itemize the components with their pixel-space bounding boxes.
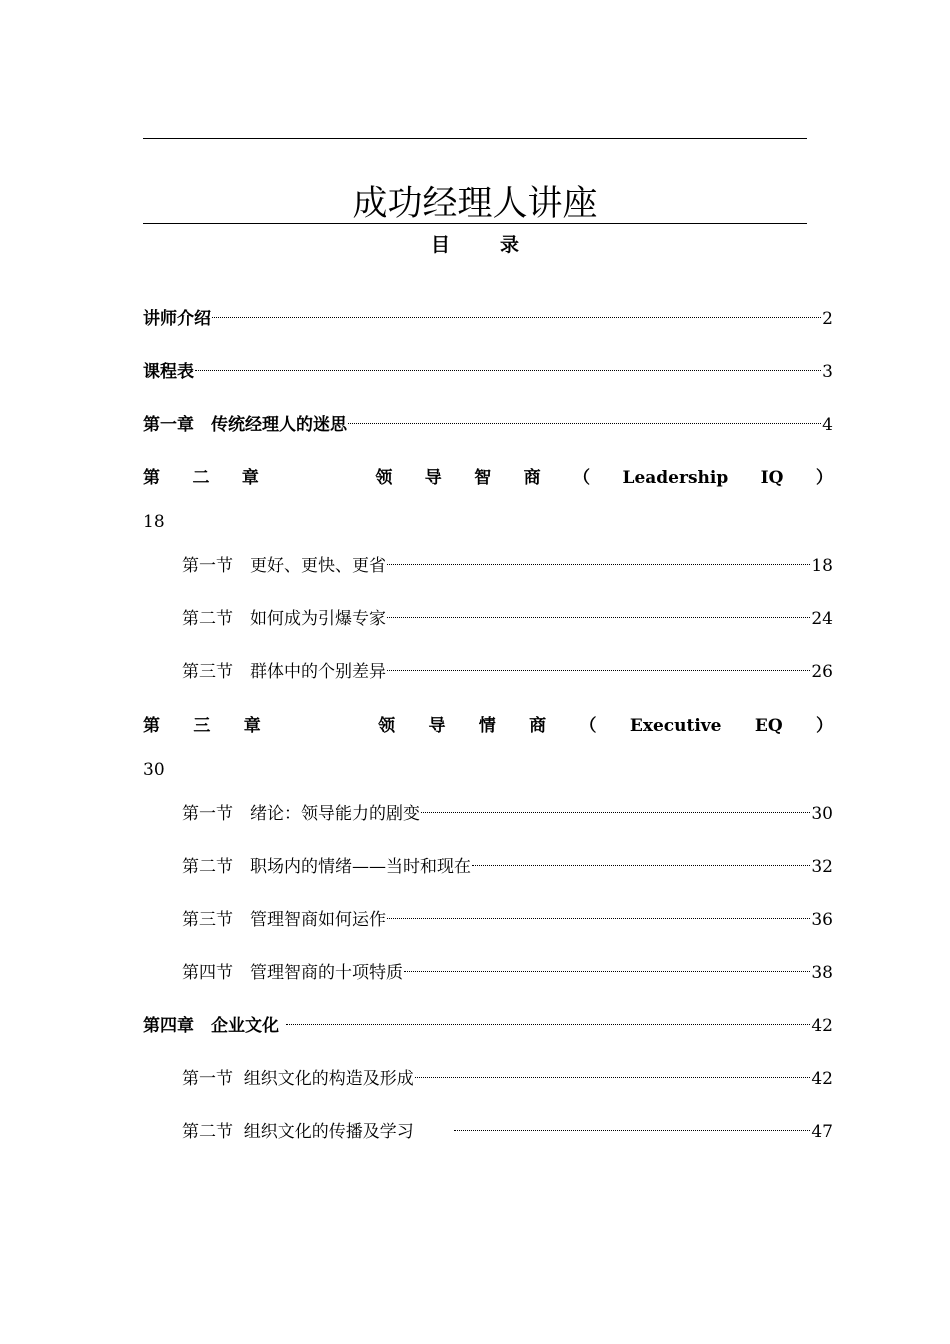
toc-entry-page: 24 xyxy=(811,609,833,629)
toc-entry-page: 18 xyxy=(811,556,833,576)
toc-entry-page: 32 xyxy=(811,857,833,877)
dot-leader xyxy=(421,812,810,813)
top-rule xyxy=(143,138,807,139)
toc-entry-page: 3 xyxy=(822,362,833,382)
toc-entry-label: 第一节 组织文化的构造及形成 xyxy=(182,1069,414,1089)
toc-entry-label: 第四章 企业文化 xyxy=(143,1016,285,1036)
toc-entry-page: 47 xyxy=(811,1122,833,1142)
toc-entry-page: 2 xyxy=(822,309,833,329)
toc-entry-label: 第一节 更好、更快、更省 xyxy=(182,556,386,576)
toc-entry-label: 第三节 管理智商如何运作 xyxy=(182,910,386,930)
chapter-title-part: 第 xyxy=(143,468,160,488)
toc-entry-label: 第三节 群体中的个别差异 xyxy=(182,662,386,682)
toc-entry-label: 第二节 组织文化的传播及学习 xyxy=(182,1122,437,1142)
chapter-title-part: 导 xyxy=(428,716,446,736)
chapter-title-part: 章 xyxy=(243,716,261,736)
chapter-title-part: IQ xyxy=(760,468,784,488)
dot-leader xyxy=(404,971,810,972)
chapter-title-part: 商 xyxy=(529,716,547,736)
dot-leader xyxy=(195,370,821,371)
toc-entry-page: 4 xyxy=(822,415,833,435)
chapter-title-part: 领 xyxy=(375,468,393,488)
toc-entry-chapter-4[interactable] xyxy=(143,1012,833,1040)
toc-entry-section[interactable] xyxy=(182,906,833,934)
toc-entry-label: 第二节 职场内的情绪——当时和现在 xyxy=(182,857,471,877)
chapter-title-part: 领 xyxy=(378,716,396,736)
chapter-title-part: 商 xyxy=(523,468,541,488)
toc-entry-chapter-2[interactable] xyxy=(143,464,833,492)
toc-entry-section[interactable] xyxy=(182,552,833,580)
dot-leader xyxy=(387,564,810,565)
chapter-title-part: （ xyxy=(573,468,591,488)
dot-leader xyxy=(415,1077,811,1078)
chapter-title-part: 章 xyxy=(241,468,259,488)
toc-entry-page: 26 xyxy=(811,662,833,682)
chapter-title-part: 导 xyxy=(424,468,442,488)
toc-entry-chapter-1[interactable] xyxy=(143,411,833,439)
toc-entry-label: 第一章 传统经理人的迷思 xyxy=(143,415,347,435)
dot-leader xyxy=(454,1130,810,1131)
toc-entry-page: 30 xyxy=(811,804,833,824)
toc-entry-page: 38 xyxy=(811,963,833,983)
dot-leader xyxy=(387,617,810,618)
toc-heading xyxy=(143,230,807,260)
document-title: 成功经理人讲座 xyxy=(352,184,598,224)
toc-entry-section[interactable] xyxy=(182,800,833,828)
toc-heading-char: 录 xyxy=(500,234,520,256)
chapter-title-part: ） xyxy=(816,716,833,736)
toc-entry-label: 第二节 如何成为引爆专家 xyxy=(182,609,386,629)
chapter-title-part: Leadership xyxy=(622,468,729,488)
toc-entry-label: 第一节 绪论：领导能力的剧变 xyxy=(182,804,420,824)
toc-entry-label: 第四节 管理智商的十项特质 xyxy=(182,963,403,983)
chapter-title-part: 二 xyxy=(192,468,210,488)
toc-entry-section[interactable] xyxy=(182,959,833,987)
toc-entry-section[interactable] xyxy=(182,1118,833,1146)
dot-leader xyxy=(348,423,821,424)
toc-entry-section[interactable] xyxy=(182,658,833,686)
chapter-2-page: 18 xyxy=(143,512,165,532)
toc-entry-section[interactable] xyxy=(182,605,833,633)
toc-entry-page: 42 xyxy=(811,1069,833,1089)
dot-leader xyxy=(286,1024,810,1025)
toc-heading-char: 目 xyxy=(430,234,450,256)
toc-entry-schedule[interactable] xyxy=(143,358,833,386)
dot-leader xyxy=(472,865,810,866)
chapter-title-part: （ xyxy=(579,716,597,736)
toc-entry-chapter-3[interactable] xyxy=(143,712,833,740)
chapter-3-page: 30 xyxy=(143,760,165,780)
chapter-title-part: Executive xyxy=(629,716,722,736)
chapter-title-part: EQ xyxy=(754,716,783,736)
chapter-title-part: 情 xyxy=(478,716,496,736)
chapter-title-part: ） xyxy=(815,468,833,488)
chapter-title-part: 第 xyxy=(143,716,160,736)
toc-entry-page: 42 xyxy=(811,1016,833,1036)
toc-entry-label: 讲师介绍 xyxy=(143,309,211,329)
toc-entry-label: 课程表 xyxy=(143,362,194,382)
dot-leader xyxy=(212,317,821,318)
toc-entry-section[interactable] xyxy=(182,853,833,881)
chapter-title-part: 智 xyxy=(474,468,492,488)
dot-leader xyxy=(387,918,810,919)
toc-entry-intro[interactable] xyxy=(143,305,833,333)
toc-entry-section[interactable] xyxy=(182,1065,833,1093)
toc-entry-page: 36 xyxy=(811,910,833,930)
chapter-title-part: 三 xyxy=(193,716,211,736)
title-underline xyxy=(143,223,807,224)
dot-leader xyxy=(387,670,810,671)
